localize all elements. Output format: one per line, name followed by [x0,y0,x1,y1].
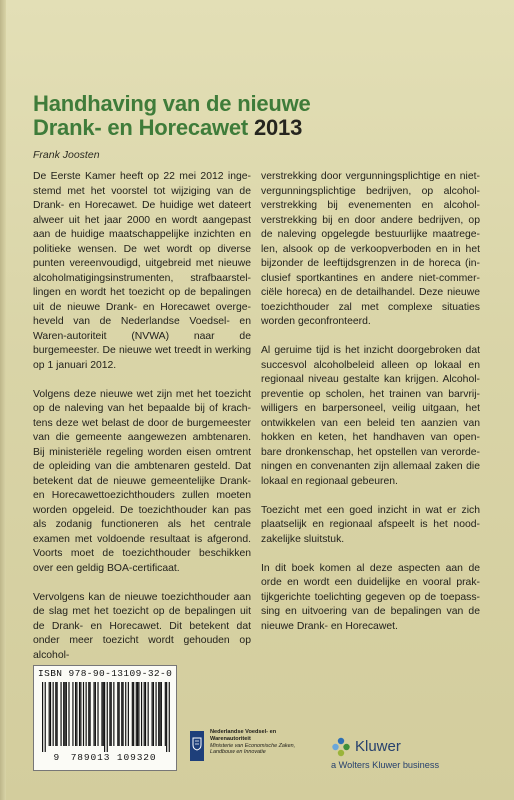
ministry-line-1: Ministerie van Economische Zaken, [210,743,296,749]
nvwa-logo [190,727,310,775]
nvwa-name-line-2: Warenautoriteit [210,735,251,742]
publisher-logo [331,737,491,777]
title-line-1: Handhaving van de nieuwe [33,91,311,116]
isbn-barcode [33,665,177,771]
ean-group-2: 109320 [116,752,157,763]
blurb-paragraph: Volgens deze nieuwe wet zijn met het toezicht op de naleving van het bepaalde bij of krach-tens deze wet belast de door de burgemeester van die gemeente aangewezen ambtenaren. Bij ministeriële regeling worden eisen omtrent de opleiding van die ambtenaren gesteld. Dat betekent dat de nieuwe gemeentelijke Drank-en Horecawettoezichthouders zullen moeten worden opgeleid. De toezichthouder kan pas als zodanig functioneren als het centrale examen met voldoende resultaat is afgerond. Voorts moet de toezichthouder beschikken over een geldig BOA-certificaat. [33,388,251,574]
nvwa-name-line-1: Nederlandse Voedsel- en [210,729,277,735]
publisher-name: Kluwer [355,738,401,755]
nvwa-name [210,729,276,742]
blurb-paragraph: verstrekking door vergunningsplichtige en niet-vergunningsplichtige bedrijven, op alcohol-verstrekking bij evenementen en alcohol-verstrekking bij en door andere bedrijven, op de naleving opgelegde bestuurlijke maatrege-len, alsook op de verkoopverboden en in het bijzonder de leeftijdsgrenzen in de horeca (in-clusief sportkantines en andere niet-commer-ciële horeca) en de detailhandel. Deze nieuwe toezichthouder zal met complexe situaties worden geconfronteerd. [261,171,480,327]
author-name: Frank Joosten [33,149,100,161]
blurb-paragraph: Toezicht met een goed inzicht in wat er zich plaatselijk en regionaal afspeelt is het nood-zakelijke sluitstuk. [261,504,480,545]
blurb-paragraph: Al geruime tijd is het inzicht doorgebroken dat succesvol alcoholbeleid alleen op lokaal en regionaal niveau gestalte kan krijgen. Alcohol-preventie op scholen, het trainen van barvrij-willigers en barpersoneel, veilig uitgaan, het ontwikkelen van een beleid ten aanzien van hokken en keten, het handhaven van open-bare dronkenschap, het opstellen van verorde-ningen en convenanten zijn allemaal zaken die lokaal en regionaal gebeuren. [261,345,480,487]
coat-of-arms-icon [190,731,204,761]
ministry-line-2: Landbouw en Innovatie [210,749,266,756]
spine-shadow [0,0,6,800]
title-year: 2013 [253,115,303,140]
isbn-label: ISBN 978-90-13109-32-0 [38,668,173,679]
publisher-tagline: a Wolters Kluwer business [331,760,440,770]
blurb-column-right [261,170,480,649]
barcode-bars [42,682,170,752]
ministry-name [210,743,295,756]
blurb-paragraph: In dit boek komen al deze aspecten aan de orde en wordt een duidelijke en vooral prak-tijkgerichte toelichting gegeven op de toepass-sing en uitvoering van de bepalingen van de nieuwe Drank- en Horecawet. [261,562,480,632]
blurb-paragraph: De Eerste Kamer heeft op 22 mei 2012 inge-stemd met het voorstel tot wijziging van de Drank- en Horecawet. De huidige wet dateert alweer uit het jaar 2000 en wordt aangepast aan de huidige maatschappelijke inzichten en politieke wensen. De wet wordt op diverse punten vereenvoudigd, uitgebreid met nieuwe alcoholmatigingsinstrumenten, strafbaarstel-lingen en wordt het toezicht op de bepalingen uit de nieuwe Drank- en Horecawet overge-heveld van de Nederlandse Voedsel- en Waren-autoriteit (NVWA) naar de burgemeester. De nieuwe wet treedt in werking op 1 januari 2012. [33,171,251,371]
ean-group-1: 789013 [70,752,111,763]
book-title [33,92,311,140]
kluwer-circles-icon [331,737,351,757]
ean-digits [34,752,176,763]
blurb-paragraph: Vervolgens kan de nieuwe toezichthouder aan de slag met het toezicht op de bepalingen uit de Drank- en Horecawet. Dit betekent dat onder meer toezicht wordt gehouden op alcohol- [33,591,251,661]
blurb-column-left [33,170,251,678]
title-line-2: Drank- en Horecawet [33,115,249,140]
ean-first-digit: 9 [53,752,61,763]
